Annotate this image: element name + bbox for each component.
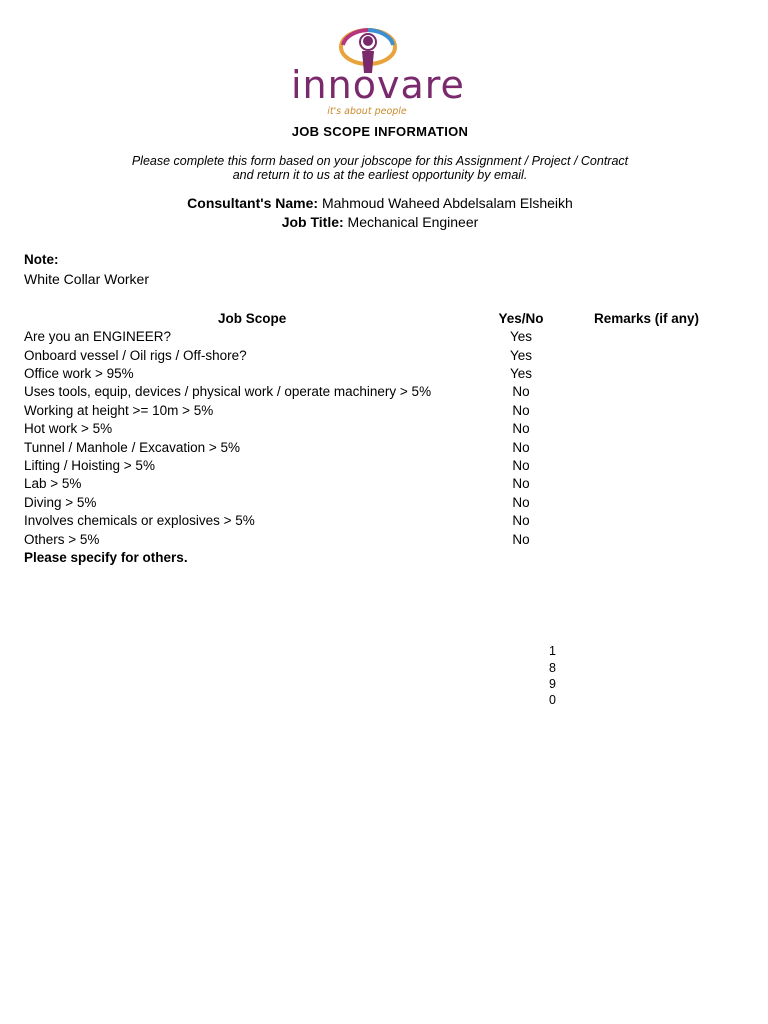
row-scope: Office work > 95% bbox=[24, 366, 134, 381]
row-answer: No bbox=[512, 495, 530, 510]
specify-others-text: Please specify for others. bbox=[24, 550, 188, 565]
row-answer: No bbox=[512, 384, 530, 399]
row-answer: No bbox=[512, 421, 530, 436]
row-scope: Hot work > 5% bbox=[24, 421, 113, 436]
row-answer: Yes bbox=[509, 329, 533, 344]
row-scope: Lifting / Hoisting > 5% bbox=[24, 458, 155, 473]
consultant-name-value: Mahmoud Waheed Abdelsalam Elsheikh bbox=[321, 195, 573, 211]
row-scope: Others > 5% bbox=[24, 532, 100, 547]
col-header-remarks: Remarks (if any) bbox=[594, 311, 700, 326]
instruction-line-1: Please complete this form based on your jobscope for this Assignment / Project / Contract bbox=[131, 154, 629, 168]
col-header-yes-no: Yes/No bbox=[498, 311, 544, 326]
row-scope: Tunnel / Manhole / Excavation > 5% bbox=[24, 440, 240, 455]
row-answer: Yes bbox=[509, 348, 533, 363]
row-answer: Yes bbox=[509, 366, 533, 381]
row-scope: Involves chemicals or explosives > 5% bbox=[24, 513, 255, 528]
row-scope: Onboard vessel / Oil rigs / Off-shore? bbox=[24, 348, 247, 363]
row-scope: Are you an ENGINEER? bbox=[24, 329, 172, 344]
row-answer: No bbox=[512, 532, 530, 547]
row-answer: No bbox=[512, 513, 530, 528]
logo-wordmark: innovare bbox=[291, 63, 465, 107]
row-scope: Uses tools, equip, devices / physical work / operate machinery > 5% bbox=[24, 384, 432, 399]
side-digit: 0 bbox=[549, 693, 556, 707]
row-answer: No bbox=[512, 403, 530, 418]
side-digit: 1 bbox=[549, 644, 556, 658]
note-value: White Collar Worker bbox=[24, 271, 149, 287]
row-scope: Diving > 5% bbox=[24, 495, 97, 510]
job-title-row bbox=[0, 214, 760, 230]
note-label: Note: bbox=[24, 252, 59, 267]
instruction-line-2: and return it to us at the earliest opportunity by email. bbox=[232, 168, 528, 182]
consultant-name-label: Consultant's Name: bbox=[187, 195, 319, 211]
row-answer: No bbox=[512, 440, 530, 455]
row-scope: Lab > 5% bbox=[24, 476, 82, 491]
job-title-label: Job Title: bbox=[281, 214, 344, 230]
row-answer: No bbox=[512, 458, 530, 473]
job-title-value: Mechanical Engineer bbox=[347, 214, 479, 230]
logo-tagline: it's about people bbox=[327, 106, 407, 117]
col-header-job-scope: Job Scope bbox=[218, 311, 287, 326]
consultant-name-row bbox=[0, 195, 760, 211]
side-digit: 8 bbox=[549, 661, 556, 675]
row-scope: Working at height >= 10m > 5% bbox=[24, 403, 214, 418]
row-answer: No bbox=[512, 476, 530, 491]
page-title: JOB SCOPE INFORMATION bbox=[291, 124, 469, 139]
side-digit: 9 bbox=[549, 677, 556, 691]
